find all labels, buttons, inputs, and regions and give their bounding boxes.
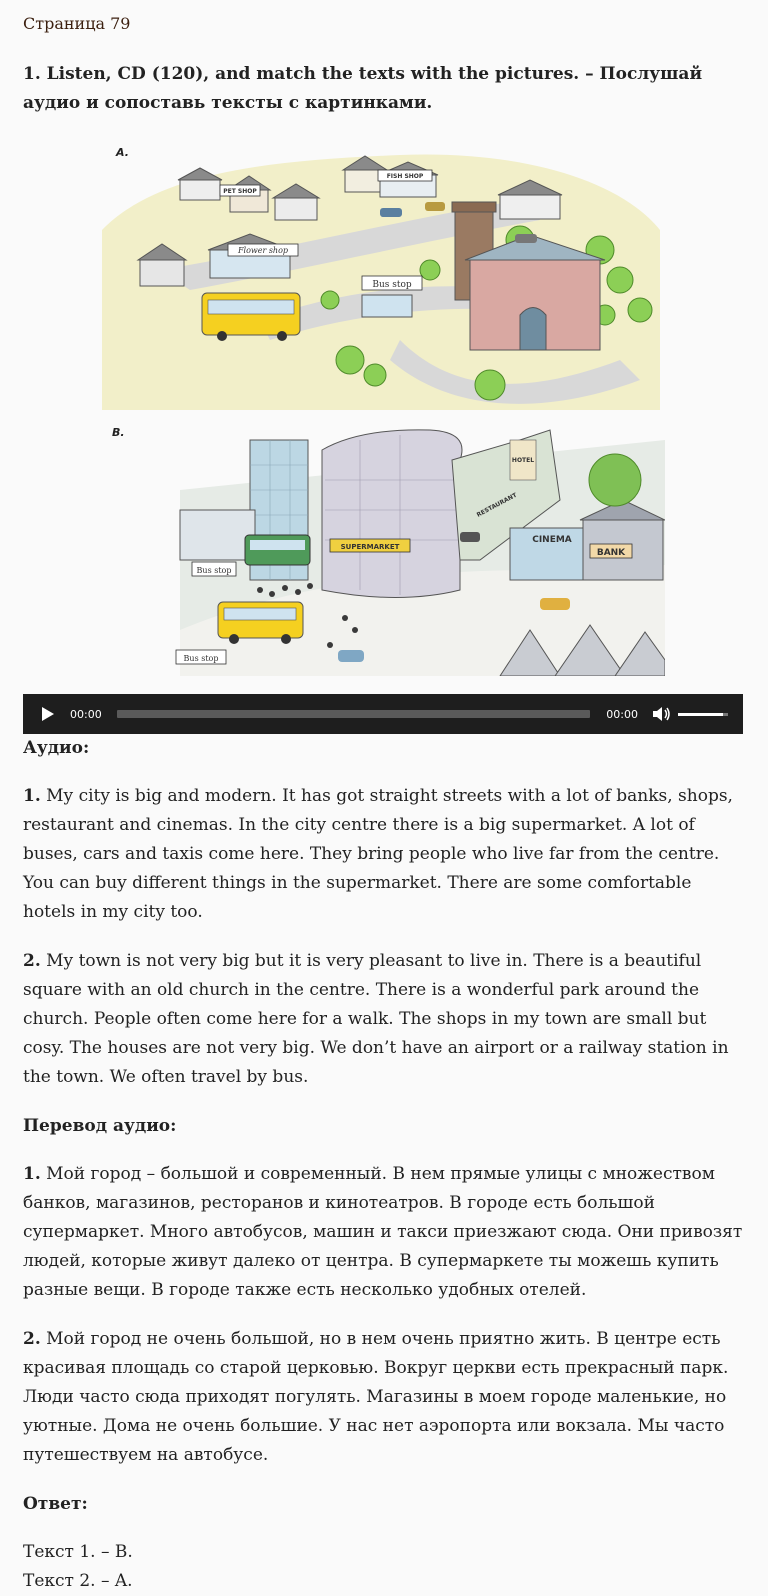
picture-b	[112, 426, 665, 676]
cinema-sign: CINEMA	[532, 535, 572, 545]
pet-shop-sign: PET SHOP	[223, 188, 257, 195]
bus-stop-sign-a: Bus stop	[372, 280, 412, 290]
volume-slider[interactable]	[678, 713, 728, 716]
picture-b-label: B.	[112, 426, 125, 439]
translation-text-2-body: Мой город не очень большой, но в нем очень приятно жить. В центре есть красивая площадь со старой церковью. Вокруг церкви есть прекрасный парк. Люди часто сюда приходят погулять. Магазины в моем городе маленькие, но уютные. Дома не очень большие. У нас нет аэропорта или вокзала. Мы часто путешествуем на автобусе.	[23, 1329, 729, 1465]
audio-text-1	[23, 782, 745, 927]
bank-sign: BANK	[596, 548, 626, 558]
picture-a-label: A.	[116, 146, 129, 159]
audio-text-1-body: My city is big and modern. It has got straight streets with a lot of banks, shops, restaurant and cinemas. In the city centre there is a big supermarket. A lot of buses, cars and taxis come here. They bring people who live far from the centre. You can buy different things in the supermarket. There are some comfortable hotels in my city too.	[23, 786, 733, 922]
answer-heading: Ответ:	[23, 1494, 88, 1514]
volume-icon[interactable]	[652, 705, 672, 723]
answer-line-2: Текст 2. – A.	[23, 1571, 133, 1591]
audio-heading: Аудио:	[23, 738, 90, 758]
audio-text-2-body: My town is not very big but it is very pleasant to live in. There is a beautiful square with an old church in the centre. There is a wonderful park around the church. People often come here for a walk. The shops in my town are small but cosy. The houses are not very big. We don’t have an airport or a railway station in the town. We often travel by bus.	[23, 951, 729, 1087]
supermarket-sign: SUPERMARKET	[340, 543, 400, 551]
play-icon[interactable]	[41, 706, 55, 722]
duration-time: 00:00	[606, 707, 638, 721]
translation-text-2-num: 2.	[23, 1329, 41, 1349]
bus-stop-sign-b1: Bus stop	[196, 566, 232, 575]
restaurant-sign: RESTAURANT	[475, 491, 519, 519]
picture-a	[102, 146, 660, 410]
answer-line-1: Текст 1. – B.	[23, 1542, 133, 1562]
town-illustrations	[100, 140, 665, 676]
hotel-sign: HOTEL	[511, 457, 535, 464]
audio-text-1-num: 1.	[23, 786, 41, 806]
translation-text-1-num: 1.	[23, 1164, 41, 1184]
translation-text-1	[23, 1160, 745, 1305]
translation-text-2	[23, 1325, 745, 1470]
translation-heading: Перевод аудио:	[23, 1116, 177, 1136]
fish-shop-sign: FISH SHOP	[386, 173, 424, 180]
current-time: 00:00	[70, 707, 102, 721]
translation-text-1-body: Мой город – большой и современный. В нем прямые улицы с множеством банков, магазинов, ресторанов и кинотеатров. В городе есть большой супермаркет. Много автобусов, машин и такси приезжают сюда. Они привозят людей, которые живут далеко от центра. В супермаркете ты можешь купить разные вещи. В городе также есть несколько удобных отелей.	[23, 1164, 743, 1300]
volume-level	[678, 713, 723, 716]
flower-shop-sign: Flower shop	[237, 246, 289, 255]
bus-stop-sign-b2: Bus stop	[183, 654, 219, 663]
page-label: Страница 79	[23, 14, 131, 33]
audio-player	[23, 694, 743, 734]
audio-text-2-num: 2.	[23, 951, 41, 971]
task-heading: 1. Listen, CD (120), and match the texts with the pictures. – Послушай аудио и сопоставь тексты с картинками.	[23, 64, 703, 113]
audio-text-2	[23, 947, 745, 1092]
content	[23, 734, 745, 1596]
progress-rail[interactable]	[117, 710, 591, 718]
